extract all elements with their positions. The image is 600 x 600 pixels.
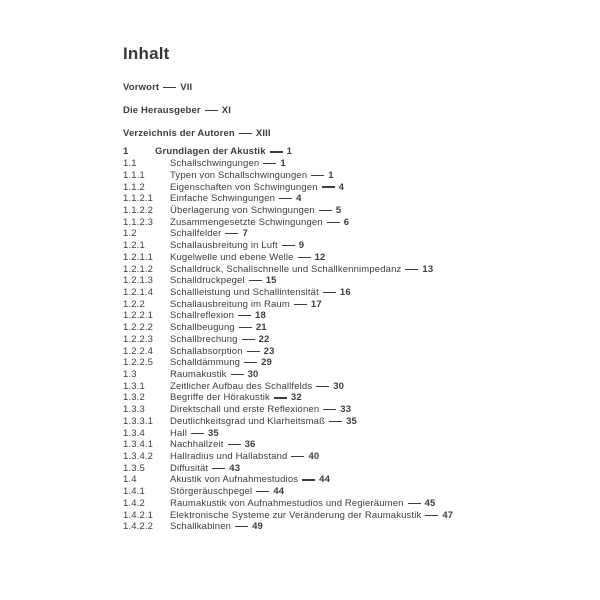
front-matter-row [123,76,271,99]
leader-dash [322,186,335,187]
entry-page-number: 22 [258,333,270,345]
toc-entry-row [123,169,453,181]
entry-title: Raumakustik [170,369,227,381]
leader-dash [329,421,342,422]
entry-title: Schalldämmung [170,357,241,369]
toc-entry-row [123,369,453,381]
toc-entry-row [123,334,453,346]
entry-page-number: 32 [290,392,302,404]
toc-entry-row [123,509,453,521]
entry-page-number: 44 [319,474,331,486]
entry-section-number: 1.4.2.2 [123,521,154,533]
toc-entry-row [123,462,453,474]
entry-page-number: 47 [442,509,454,521]
entry-title: Begriffe der Hörakustik [170,392,270,404]
entry-title: Nachhallzeit [170,439,224,451]
entry-page-number: 6 [343,216,350,228]
toc-entry-row [123,263,453,275]
entry-title: Akustik von Aufnahmestudios [170,474,299,486]
entry-section-number: 1.2.2.3 [123,333,154,345]
entry-page-number: 44 [273,486,285,498]
leader-dash [425,515,438,516]
leader-dash [323,409,336,410]
toc-entry-row [123,205,453,217]
toc-entry-row [123,228,453,240]
entry-section-number: 1.3.5 [123,462,145,474]
front-matter-label: Vorwort [123,82,160,93]
toc-entry-row [123,322,453,334]
toc-entry-row [123,357,453,369]
leader-dash [282,245,295,246]
entry-section-number: 1.3.3.1 [123,415,154,427]
leader-dash [279,198,292,199]
leader-dash [244,362,257,363]
leader-dash [327,222,340,223]
entry-title: Kugelwelle und ebene Welle [170,251,294,263]
leader-dash [235,526,248,527]
leader-dash [408,503,421,504]
leader-dash [242,339,255,340]
entry-page-number: 4 [296,193,302,205]
entry-title: Schallleistung und Schallintensität [170,286,319,298]
entry-page-number: 9 [298,240,305,252]
leader-dash [274,397,287,398]
entry-page-number: 12 [314,251,326,263]
entry-title: Schalldruckpegel [170,275,245,287]
toc-entry-row [123,251,453,263]
entry-page-number: 18 [255,310,266,322]
entry-page-number: 29 [261,357,272,369]
entry-page-number: 1 [286,146,293,158]
leader-dash [205,110,218,112]
toc-entry-row [123,486,453,498]
entry-section-number: 1.2.2.5 [123,357,154,369]
entry-section-number: 1.2.1.2 [123,263,154,275]
toc-entry-row [123,392,453,404]
entry-section-number: 1.1 [123,158,137,170]
leader-dash [405,269,418,270]
entry-title: Schallfelder [170,228,222,240]
entry-title: Schallausbreitung in Luft [170,240,278,252]
entry-page-number: 13 [422,263,434,275]
leader-dash [238,315,251,316]
entry-section-number: 1 [123,146,129,158]
entry-page-number: 43 [229,462,241,474]
leader-dash [212,468,225,469]
entry-title: Typen von Schallschwingungen [170,169,308,181]
entry-section-number: 1.4.2 [123,497,145,509]
toc-entry-row [123,158,453,170]
toc-entry-row [123,146,453,158]
entry-title: Einfache Schwingungen [170,193,276,205]
entry-section-number: 1.1.1 [123,169,145,181]
entry-section-number: 1.2.2.1 [123,310,154,322]
toc-entry-row [123,427,453,439]
entry-section-number: 1.2.2.2 [123,322,154,334]
entry-page-number: 1 [280,158,286,170]
toc-entry-row [123,345,453,357]
entry-title: Zusammengesetzte Schwingungen [170,216,323,228]
toc-entry-row [123,181,453,193]
entry-page-number: 4 [338,181,345,193]
front-matter-label: Die Herausgeber [123,105,201,116]
entry-page-number: 5 [335,204,342,216]
entry-page-number: 30 [333,380,345,392]
toc-entry-row [123,310,453,322]
entry-title: Schallausbreitung im Raum [170,298,290,310]
toc-entry-row [123,498,453,510]
entry-page-number: 23 [263,345,275,357]
leader-dash [298,257,311,258]
front-matter-row [123,122,271,145]
entry-title: Schallreflexion [170,310,235,322]
entry-title: Grundlagen der Akustik [155,146,266,158]
leader-dash [316,386,329,387]
front-matter-page-number: XI [221,105,232,116]
entry-section-number: 1.2.2 [123,298,145,310]
front-matter-page-number: VII [180,82,193,93]
entry-title: Zeitlicher Aufbau des Schallfelds [170,380,313,392]
entry-page-number: 36 [244,439,256,451]
leader-dash [263,163,276,164]
toc-entry-row [123,240,453,252]
entry-page-number: 35 [207,427,219,439]
entry-page-number: 33 [340,404,352,416]
entry-section-number: 1.4.1 [123,486,145,498]
leader-dash [323,292,336,293]
entry-page-number: 7 [242,228,248,240]
entry-title: Hallradius und Hallabstand [170,451,288,463]
entry-section-number: 1.3.4.1 [123,439,154,451]
entry-page-number: 49 [252,521,263,533]
entry-section-number: 1.4 [123,474,137,486]
entry-section-number: 1.1.2 [123,181,145,193]
entry-section-number: 1.2.1.4 [123,286,154,298]
toc-entry-row [123,298,453,310]
entry-section-number: 1.2.1.1 [123,251,154,263]
leader-dash [270,151,283,153]
entry-section-number: 1.2.1 [123,240,145,252]
entry-title: Diffusität [170,462,209,474]
entry-title: Störgeräuschpegel [170,486,253,498]
page-title: Inhalt [123,44,170,63]
leader-dash [231,374,244,375]
leader-dash [247,351,260,352]
leader-dash [256,491,269,492]
entry-section-number: 1.3.4 [123,427,145,439]
leader-dash [319,210,332,211]
leader-dash [163,87,176,89]
leader-dash [249,280,262,281]
entry-section-number: 1.2.2.4 [123,345,154,357]
entry-page-number: 21 [255,322,267,334]
leader-dash [191,433,204,434]
front-matter-page-number: XIII [255,128,271,139]
toc-entry-row [123,521,453,533]
entry-title: Schallbeugung [170,322,235,334]
toc-entry-row [123,380,453,392]
leader-dash [239,327,252,328]
leader-dash [311,175,324,176]
entry-section-number: 1.2 [123,228,137,240]
entry-title: Deutlichkeitsgrad und Klarheitsmaß [170,415,326,427]
toc-entry-row [123,416,453,428]
entry-page-number: 15 [265,275,277,287]
entry-title: Raumakustik von Aufnahmestudios und Regieräumen [170,497,404,509]
entry-page-number: 1 [328,169,334,181]
entry-page-number: 40 [308,451,320,463]
entry-page-number: 17 [310,298,322,310]
leader-dash [302,479,315,480]
toc-entry-row [123,193,453,205]
leader-dash [294,304,307,305]
entry-section-number: 1.3.3 [123,404,145,416]
leader-dash [239,133,252,135]
entry-page-number: 30 [247,369,259,381]
entry-title: Schalldruck, Schallschnelle und Schallkennimpedanz [170,263,402,275]
toc-entry-row [123,474,453,486]
leader-dash [291,456,304,457]
entry-title: Eigenschaften von Schwingungen [170,181,318,193]
entry-section-number: 1.1.2.1 [123,193,154,205]
front-matter-label: Verzeichnis der Autoren [123,128,235,139]
toc-entry-row [123,275,453,287]
entry-title: Hall [170,427,187,439]
front-matter [123,76,271,145]
entry-title: Schallbrechung [170,333,238,345]
entry-page-number: 16 [339,286,351,298]
entry-title: Elektronische Systeme zur Veränderung der Raumakustik [170,509,422,521]
entry-title: Überlagerung von Schwingungen [170,204,315,216]
entry-section-number: 1.2.1.3 [123,275,154,287]
entry-title: Schallschwingungen [170,158,260,170]
toc-entry-row [123,451,453,463]
leader-dash [228,444,241,445]
leader-dash [225,233,238,234]
toc-entry-row [123,216,453,228]
entry-title: Schallkabinen [170,521,232,533]
entry-section-number: 1.1.2.3 [123,216,154,228]
toc-entries [123,146,453,533]
toc-entry-row [123,439,453,451]
entry-section-number: 1.4.2.1 [123,509,154,521]
entry-page-number: 35 [346,415,357,427]
entry-page-number: 45 [424,497,436,509]
toc-entry-row [123,404,453,416]
entry-section-number: 1.3.4.2 [123,451,154,463]
entry-section-number: 1.3 [123,369,137,381]
entry-title: Direktschall und erste Reflexionen [170,404,320,416]
entry-title: Schallabsorption [170,345,243,357]
toc-entry-row [123,287,453,299]
entry-section-number: 1.1.2.2 [123,204,154,216]
entry-section-number: 1.3.2 [123,392,145,404]
entry-section-number: 1.3.1 [123,380,145,392]
front-matter-row [123,99,271,122]
